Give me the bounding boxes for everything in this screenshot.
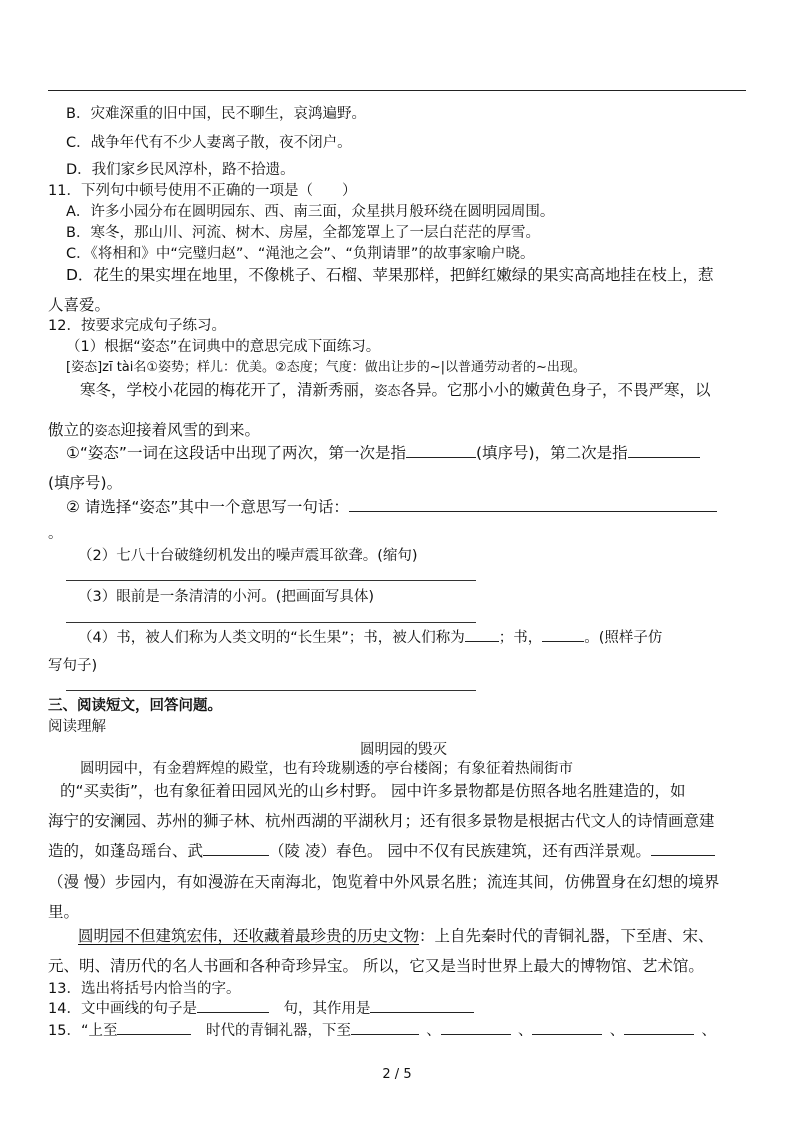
question-12-1: （1）根据“姿态”在词典中的意思完成下面练习。 [66, 339, 381, 355]
answer-line-12-4[interactable] [66, 690, 476, 691]
answer-blank-ling[interactable] [203, 841, 269, 856]
passage-p8: 元、明、清历代的名人书画和各种奇珍异宝。 所以，它又是当时世界上最大的博物馆、艺术馆。 [48, 957, 704, 975]
passage-p3: 海宁的安澜园、苏州的狮子林、杭州西湖的平湖秋月；还有很多景物是根据古代文人的诗情画意建 [48, 812, 715, 830]
answer-blank-14b[interactable] [370, 998, 474, 1013]
answer-line-12-3[interactable] [66, 622, 476, 623]
passage-p1: 圆明园中，有金碧辉煌的殿堂，也有玲珑剔透的亭台楼阁；有象征着热闹街市 [80, 761, 573, 777]
underlined-sentence: 圆明园不但建筑宏伟，还收藏着最珍贵的历史文物 [78, 927, 420, 945]
answer-blank-15d[interactable] [532, 1020, 602, 1035]
question-12-1b-end: 。 [48, 526, 63, 542]
answer-blank-15a[interactable] [117, 1020, 191, 1035]
question-12-1a: ①“姿态”一词在这段话中出现了两次，第一次是指 (填序号)，第二次是指 [66, 443, 700, 463]
question-15: 15．“上至 时代的青铜礼器，下至 、 、 、 、 [48, 1020, 716, 1041]
answer-blank-14a[interactable] [197, 998, 269, 1013]
reading-label: 阅读理解 [48, 719, 106, 735]
question-12-1b: ② 请选择“姿态”其中一个意思写一句话： [66, 497, 717, 517]
passage-title: 圆明园的毁灭 [360, 742, 447, 758]
passage-line-2: 傲立的姿态迎接着风雪的到来。 [48, 421, 261, 439]
option-c-q10: C．战争年代有不少人妻离子散，夜不闭户。 [66, 135, 352, 151]
dictionary-entry: [姿态]zī tài名①姿势；样儿：优美。②态度；气度：做出让步的~|以普通劳动者的~出现。 [66, 360, 586, 375]
answer-blank-first[interactable] [406, 443, 476, 458]
passage-line-1: 寒冬，学校小花园的梅花开了，清新秀丽，姿态各异。它那小小的嫩黄色身子，不畏严寒，以 [80, 381, 711, 399]
question-12-3: （3）眼前是一条清清的小河。(把画面写具体) [78, 589, 375, 605]
answer-blank-second[interactable] [628, 443, 700, 458]
answer-blank-12-4b[interactable] [542, 627, 584, 642]
option-a-q11: A．许多小园分布在圆明园东、西、南三面，众星拱月般环绕在圆明园周围。 [66, 204, 555, 220]
answer-blank-sentence[interactable] [349, 497, 717, 512]
option-d-q11-line2: 人喜爱。 [48, 296, 111, 314]
question-12-4-end: 写句子) [48, 658, 98, 674]
option-b-q10: B．灾难深重的旧中国，民不聊生，哀鸿遍野。 [66, 106, 366, 122]
option-d-q10: D．我们家乡民风淳朴，路不拾遗。 [66, 162, 295, 178]
question-11: 11．下列句中顿号使用不正确的一项是（ ） [48, 183, 357, 199]
answer-blank-15e[interactable] [624, 1020, 694, 1035]
question-12: 12．按要求完成句子练习。 [48, 318, 226, 334]
answer-blank-man[interactable] [651, 841, 715, 856]
header-rule [48, 90, 746, 91]
question-12-2: （2）七八十台破缝纫机发出的噪声震耳欲聋。(缩句) [78, 548, 418, 564]
passage-p4: 造的，如蓬岛瑶台、武 （陵 凌）春色。 园中不仅有民族建筑，还有西洋景观。 [48, 841, 715, 861]
option-c-q11: C．《将相和》中“完璧归赵”、“渑池之会”、“负荆请罪”的故事家喻户晓。 [66, 246, 535, 262]
passage-p5: （漫 慢）步园内，有如漫游在天南海北，饱览着中外风景名胜；流连其间，仿佛置身在幻想的境界 [48, 873, 720, 891]
question-12-4: （4）书，被人们称为人类文明的“长生果”；书，被人们称为 ；书， 。(照样子仿 [78, 627, 662, 648]
passage-p2: 的“买卖街”，也有象征着田园风光的山乡村野。 园中许多景物都是仿照各地名胜建造的，如 [60, 782, 686, 800]
passage-p7: 圆明园不但建筑宏伟，还收藏着最珍贵的历史文物：上自先秦时代的青铜礼器，下至唐、宋、 [78, 927, 714, 945]
page-number: 2 / 5 [382, 1067, 412, 1082]
question-12-1a-end: (填序号)。 [48, 474, 123, 492]
option-b-q11: B．寒冬，那山川、河流、树木、房屋，全都笼罩上了一层白茫茫的厚雪。 [66, 225, 540, 241]
answer-blank-15b[interactable] [351, 1020, 419, 1035]
option-d-q11-line1: D．花生的果实埋在地里，不像桃子、石榴、苹果那样，把鲜红嫩绿的果实高高地挂在枝上，惹 [66, 266, 714, 284]
passage-p6: 里。 [48, 903, 80, 921]
answer-line-12-2[interactable] [66, 580, 476, 581]
question-13: 13．选出将括号内恰当的字。 [48, 981, 241, 997]
question-14: 14．文中画线的句子是 句，其作用是 [48, 998, 474, 1019]
answer-blank-12-4a[interactable] [465, 627, 499, 642]
answer-blank-15c[interactable] [441, 1020, 511, 1035]
section-3-heading: 三、阅读短文，回答问题。 [48, 698, 222, 714]
